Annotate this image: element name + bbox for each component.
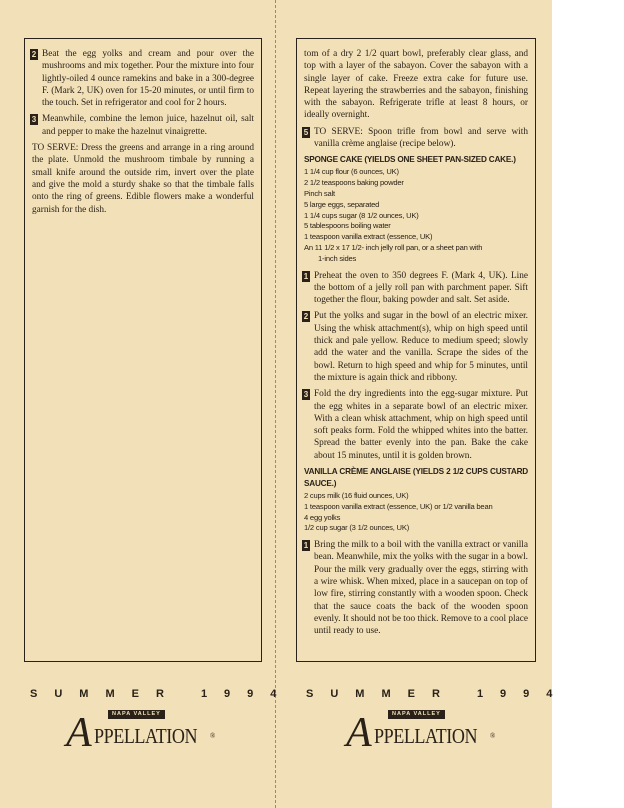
- logo-tag: NAPA VALLEY: [388, 710, 445, 719]
- logo-initial: A: [66, 710, 92, 756]
- step-text: Preheat the oven to 350 degrees F. (Mark 4, UK). Line the bottom of a jelly roll pan with parchment paper. Sift together the flour, baking powder and salt. Set aside.: [314, 270, 528, 306]
- recipe-column-left: [32, 48, 254, 220]
- step-number: 2: [303, 312, 309, 322]
- issue-season-right: SUMMER 1994: [306, 688, 570, 700]
- step-text: Beat the egg yolks and cream and pour over the mushrooms and mix together. Pour the mixture into four lightly-oiled 4 ounce ramekins and bake in a 300-degree F. (Mark 2, UK) oven for 15-20 minutes, or until firm to the touch. Set in refrigerator and cool for 2 hours.: [42, 49, 254, 109]
- step-number: 1: [303, 271, 309, 281]
- step-text: Meanwhile, combine the lemon juice, hazelnut oil, salt and pepper to make the hazelnut vinaigrette.: [42, 114, 254, 137]
- ingredient: 1 1/4 cup flour (6 ounces, UK): [304, 167, 399, 177]
- page-margin: [552, 0, 624, 808]
- creme-anglaise-heading: VANILLA CRÈME ANGLAISE (YIELDS 2 1/2 CUPS CUSTARD SAUCE.): [304, 467, 528, 488]
- ingredient: 1 1/4 cups sugar (8 1/2 ounces, UK): [304, 210, 419, 220]
- recipe-step: [304, 126, 528, 151]
- ingredient: 2 cups milk (16 fluid ounces, UK): [304, 491, 409, 500]
- recipe-step: [304, 539, 528, 637]
- step-text: Bring the milk to a boil with the vanilla extract or vanilla bean. Meanwhile, mix the yolks with the sugar in a bowl. Pour the milk very gradually over the eggs, stirring with a wire whisk. When mixed, place in a saucepan on top of low fire, stirring constantly with a wooden spoon. Check that the sauce coats the back of the wooden spoon evenly. It should not be too thick. Remove to a cool place until ready to use.: [314, 540, 528, 637]
- recipe-column-right: [304, 48, 528, 642]
- logo-wordmark: PPELLATION: [374, 724, 478, 748]
- fold-line: [275, 0, 276, 808]
- logo-wordmark: PPELLATION: [94, 724, 198, 748]
- recipe-step: [32, 48, 254, 109]
- ingredient: 1 teaspoon vanilla extract (essence, UK): [304, 232, 433, 242]
- ingredient: An 11 1/2 x 17 1/2- inch jelly roll pan, or a sheet pan with: [304, 242, 483, 252]
- step-number: 2: [31, 50, 37, 59]
- recipe-step: [304, 310, 528, 384]
- step-number: 3: [31, 115, 37, 125]
- sponge-cake-heading: SPONGE CAKE (YIELDS ONE SHEET PAN-SIZED CAKE.): [304, 155, 516, 165]
- serving-instructions: TO SERVE: Dress the greens and arrange in a ring around the plate. Unmold the mushroom timbale by running a small knife around the outside rim, invert over the plate and give the mold a sturdy shake so that the timbale falls onto the ring of greens. Edible flowers make a wonderful garnish for the dish.: [32, 143, 254, 215]
- recipe-step: [304, 388, 528, 462]
- ingredient: 2 1/2 teaspoons baking powder: [304, 178, 404, 188]
- step-text: Put the yolks and sugar in the bowl of an electric mixer. Using the whisk attachment(s), whip on high speed until thick and pale yellow. Reduce to medium speed; slowly add the water and the vanilla. Scrape the sides of the bowl. Return to high speed and whip for 5 minutes, until the mixture is again thick and ribbony.: [314, 311, 528, 383]
- appellation-logo-right: [340, 710, 530, 755]
- recipe-step: [32, 113, 254, 138]
- step-text: Fold the dry ingredients into the egg-sugar mixture. Put the egg whites in a separate bowl of an electric mixer. With a clean whisk attachment, whip on high speed until soft peaks form. Fold the whipped whites into the batter. Spread the batter evenly into the pan. Bake the cake about 15 minutes, until it is golden brown.: [314, 389, 528, 461]
- ingredient: 5 large eggs, separated: [304, 199, 380, 209]
- step-number: 1: [303, 541, 309, 551]
- issue-season-left: SUMMER 1994: [30, 688, 294, 700]
- step-text: TO SERVE: Spoon trifle from bowl and serve with vanilla crème anglaise (recipe below).: [314, 126, 528, 150]
- ingredient: 1/2 cup sugar (3 1/2 ounces, UK): [304, 523, 410, 533]
- logo-initial: A: [346, 710, 372, 756]
- sponge-cake-ingredients: [304, 167, 528, 264]
- creme-anglaise-ingredients: [304, 491, 528, 534]
- appellation-logo-left: [60, 710, 250, 755]
- registered-mark: ®: [490, 732, 496, 740]
- recipe-step: [304, 270, 528, 307]
- ingredient: 1 teaspoon vanilla extract (essence, UK) or 1/2 vanilla bean: [304, 501, 493, 511]
- step-number: 5: [303, 127, 309, 137]
- ingredient-continued: 1-inch sides: [318, 253, 357, 263]
- logo-tag: NAPA VALLEY: [108, 710, 165, 719]
- ingredient: Pinch salt: [304, 188, 335, 198]
- registered-mark: ®: [210, 732, 216, 740]
- ingredient: 4 egg yolks: [304, 512, 341, 522]
- step-number: 3: [303, 390, 309, 400]
- ingredient: 5 tablespoons boiling water: [304, 221, 391, 231]
- continued-text: tom of a dry 2 1/2 quart bowl, preferably clear glass, and top with a layer of the sabayon. Cover the sabayon with a single layer of cake. Freeze extra cake for future use. Repeat layering the strawberries and the sabayon, finishing with the sabayon. Refrigerate trifle at least 8 hours, or ideally overnight.: [304, 49, 528, 121]
